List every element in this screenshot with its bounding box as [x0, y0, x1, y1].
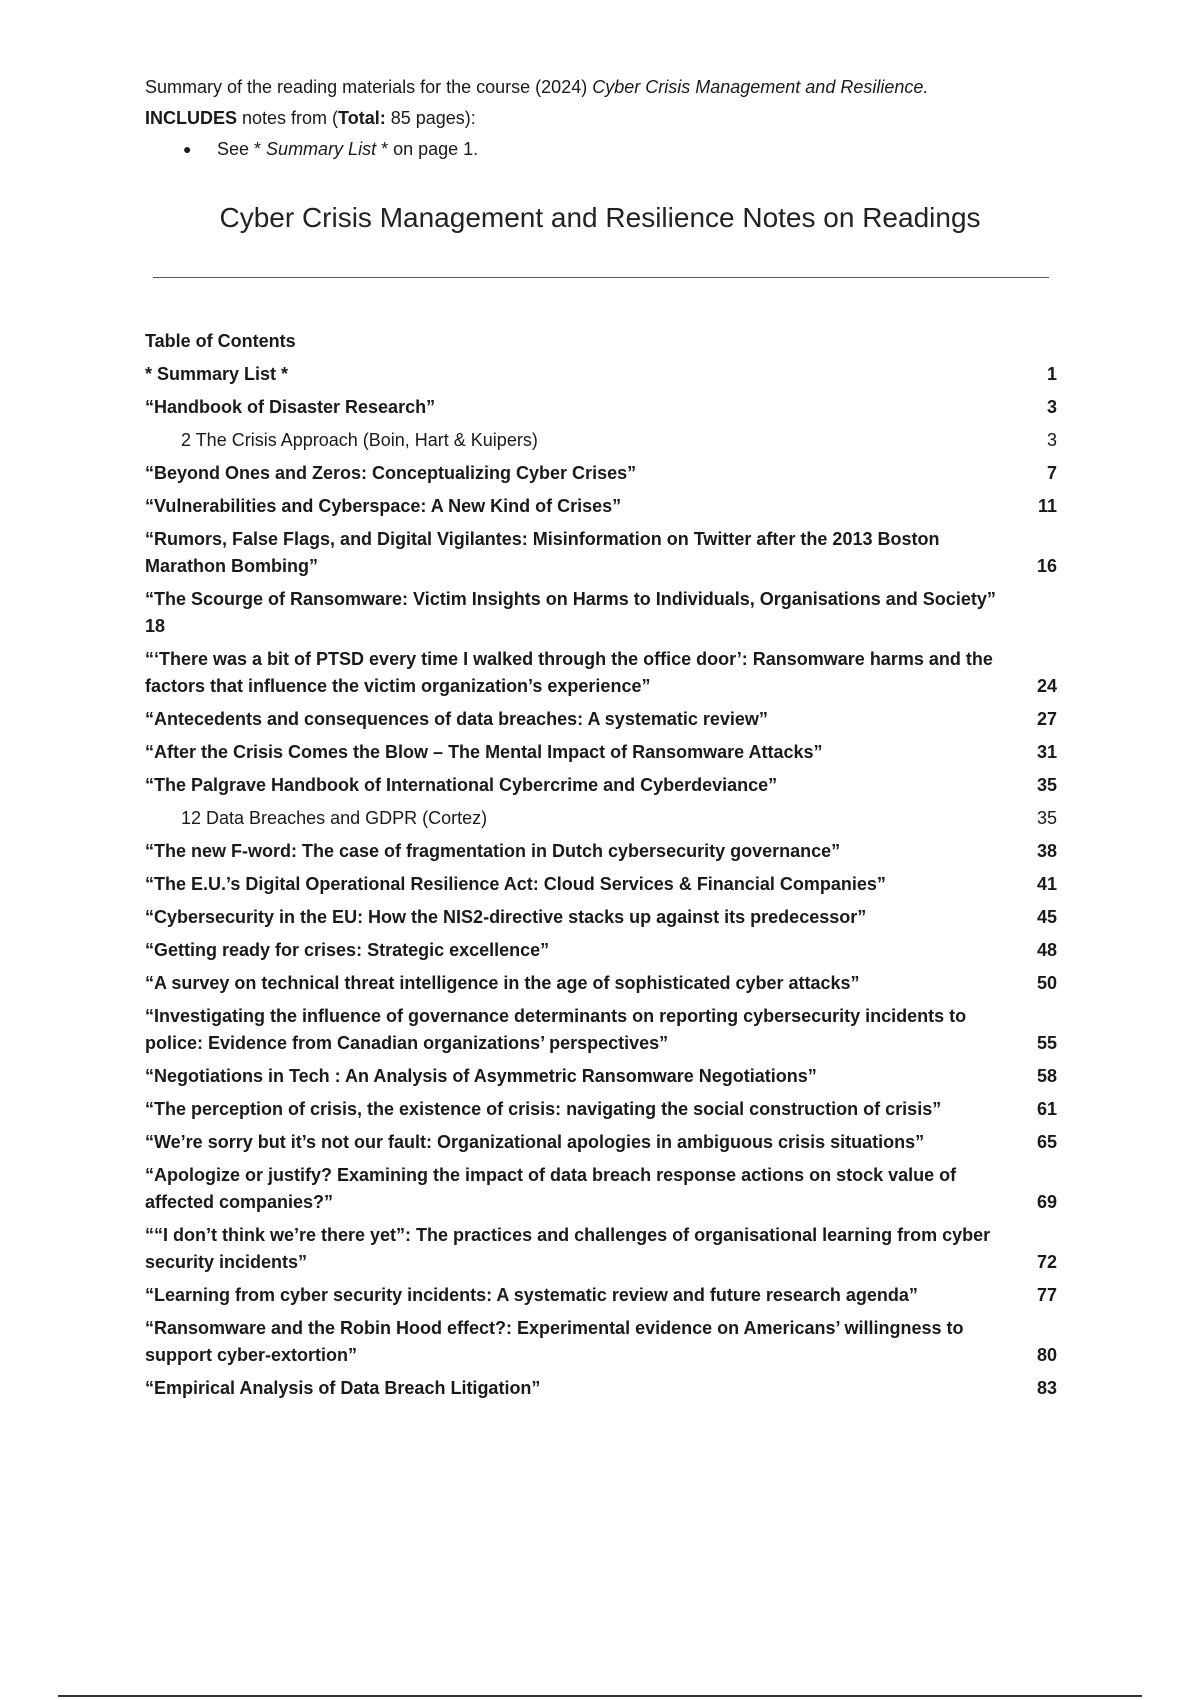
toc-entry-page: 27: [1036, 709, 1057, 729]
toc-entry[interactable]: [145, 739, 1057, 772]
toc-entry-page: 41: [1036, 874, 1057, 894]
toc-entry-title: “The Scourge of Ransomware: Victim Insights on Harms to Individuals, Organisations and Society”: [145, 589, 996, 609]
toc-entry-page: 31: [1036, 742, 1057, 762]
bullet-suffix: * on page 1.: [376, 139, 479, 159]
includes-mid: notes from (: [237, 108, 339, 128]
toc-entry[interactable]: [145, 871, 1057, 904]
bullet-prefix: See *: [217, 139, 267, 159]
toc-entry[interactable]: [145, 904, 1057, 937]
toc-entry-title: “We’re sorry but it’s not our fault: Organizational apologies in ambiguous crisis situations”: [145, 1132, 925, 1152]
toc-entry-title: “Beyond Ones and Zeros: Conceptualizing Cyber Crises”: [145, 463, 637, 483]
toc-entry[interactable]: [145, 805, 1057, 838]
toc-entry-page: 3: [1046, 397, 1057, 417]
toc-entry-page: 58: [1036, 1066, 1057, 1086]
toc-entry[interactable]: [145, 460, 1057, 493]
bullet-icon: ●: [183, 141, 192, 157]
toc-entry-title: “The new F-word: The case of fragmentation in Dutch cybersecurity governance”: [145, 841, 841, 861]
toc-entry-page: 48: [1036, 940, 1057, 960]
includes-label: INCLUDES: [145, 108, 238, 128]
toc-entry[interactable]: [145, 1096, 1057, 1129]
toc-entry[interactable]: [145, 1162, 1057, 1222]
toc-list: [145, 361, 1057, 1408]
toc-entry-page: 35: [1036, 808, 1057, 828]
toc-entry-page: 65: [1036, 1132, 1057, 1152]
toc-entry-title: “Negotiations in Tech : An Analysis of Asymmetric Ransomware Negotiations”: [145, 1066, 817, 1086]
toc-entry-title: “Apologize or justify? Examining the impact of data breach response actions on stock value of affected companies?”: [145, 1165, 957, 1212]
toc-entry-title: “Vulnerabilities and Cyberspace: A New Kind of Crises”: [145, 496, 622, 516]
toc-entry-page: 11: [1037, 496, 1057, 516]
toc-entry[interactable]: [145, 493, 1057, 526]
toc-entry-page: 3: [1046, 430, 1057, 450]
toc-entry-page: 50: [1036, 973, 1057, 993]
toc-entry[interactable]: [145, 586, 1057, 646]
toc-entry-title: “After the Crisis Comes the Blow – The Mental Impact of Ransomware Attacks”: [145, 742, 823, 762]
total-label: Total:: [338, 108, 386, 128]
intro-course-line: [145, 72, 1085, 103]
toc-entry-title: “A survey on technical threat intelligence in the age of sophisticated cyber attacks”: [145, 973, 860, 993]
toc-entry-title: “Investigating the influence of governance determinants on reporting cybersecurity incidents to police: Evidence from Canadian organizations’ perspectives”: [145, 1006, 967, 1053]
toc-entry[interactable]: [145, 1003, 1057, 1063]
toc-entry-page: 77: [1036, 1285, 1057, 1305]
toc-entry-title: “‘There was a bit of PTSD every time I walked through the office door’: Ransomware harms and the factors that influence the victim organization’s experience”: [145, 649, 993, 696]
toc-entry[interactable]: [145, 1129, 1057, 1162]
intro-includes-line: [145, 103, 1085, 134]
toc-entry[interactable]: [145, 970, 1057, 1003]
toc-entry-title: “Handbook of Disaster Research”: [145, 397, 436, 417]
course-name: Cyber Crisis Management and Resilience.: [592, 77, 929, 97]
toc-entry[interactable]: [145, 394, 1057, 427]
toc-entry-title: 2 The Crisis Approach (Boin, Hart & Kuipers): [181, 430, 538, 450]
toc-entry-page: 61: [1036, 1099, 1057, 1119]
toc-entry-title: “Ransomware and the Robin Hood effect?: Experimental evidence on Americans’ willingness to support cyber‑extortion”: [145, 1318, 964, 1365]
toc-entry[interactable]: [145, 1375, 1057, 1408]
toc-entry-page: 45: [1036, 907, 1057, 927]
toc-entry-page: 7: [1046, 463, 1057, 483]
toc-entry-page: 80: [1036, 1345, 1057, 1365]
toc-entry-page: 24: [1036, 676, 1057, 696]
toc-entry-page: 35: [1036, 775, 1057, 795]
toc-entry-page: 16: [1036, 556, 1057, 576]
toc-entry[interactable]: [145, 937, 1057, 970]
total-value: 85 pages):: [385, 108, 476, 128]
toc-entry[interactable]: [145, 1315, 1057, 1375]
toc-entry-title: “Rumors, False Flags, and Digital Vigilantes: Misinformation on Twitter after the 2013 Boston Marathon Bombing”: [145, 529, 940, 576]
toc-entry-page: 72: [1036, 1252, 1057, 1272]
toc-entry-title: “Getting ready for crises: Strategic excellence”: [145, 940, 550, 960]
toc-entry-title: “Learning from cyber security incidents: A systematic review and future research agenda”: [145, 1285, 918, 1305]
toc-entry-title: * Summary List *: [145, 364, 289, 384]
toc-entry[interactable]: [145, 1222, 1057, 1282]
toc-entry-title: “The perception of crisis, the existence of crisis: navigating the social construction of crisis”: [145, 1099, 942, 1119]
toc-entry-title: “Antecedents and consequences of data breaches: A systematic review”: [145, 709, 768, 729]
toc-entry-title: ““I don’t think we’re there yet”: The practices and challenges of organisational learning from cyber security incidents”: [145, 1225, 991, 1272]
toc-entry-page: 55: [1036, 1033, 1057, 1053]
document-title: Cyber Crisis Management and Resilience Notes on Readings: [219, 202, 981, 233]
toc-entry[interactable]: [145, 706, 1057, 739]
summary-list-ref: Summary List: [266, 139, 377, 159]
toc-heading: Table of Contents: [145, 331, 296, 351]
toc-entry-title: “The E.U.’s Digital Operational Resilience Act: Cloud Services & Financial Companies”: [145, 874, 886, 894]
toc-entry[interactable]: [145, 427, 1057, 460]
toc-entry[interactable]: [145, 772, 1057, 805]
toc-entry-title: “The Palgrave Handbook of International Cybercrime and Cyberdeviance”: [145, 775, 778, 795]
toc-entry[interactable]: [145, 646, 1057, 706]
table-of-contents: [145, 328, 1057, 1408]
footer-divider: [58, 1695, 1142, 1697]
toc-entry-page: 69: [1036, 1192, 1057, 1212]
toc-entry[interactable]: [145, 361, 1057, 394]
toc-entry[interactable]: [145, 838, 1057, 871]
toc-entry-page: 38: [1036, 841, 1057, 861]
toc-entry-title: “Cybersecurity in the EU: How the NIS2-directive stacks up against its predecessor”: [145, 907, 867, 927]
toc-entry-page: 1: [1046, 364, 1057, 384]
toc-entry[interactable]: [145, 526, 1057, 586]
intro-bullet-list: [145, 134, 1085, 165]
toc-entry[interactable]: [145, 1063, 1057, 1096]
toc-entry[interactable]: [145, 1282, 1057, 1315]
toc-entry-page: 83: [1036, 1378, 1057, 1398]
intro-prefix: Summary of the reading materials for the course (2024): [145, 77, 593, 97]
toc-entry-title: “Empirical Analysis of Data Breach Litigation”: [145, 1378, 541, 1398]
toc-entry-title: 12 Data Breaches and GDPR (Cortez): [181, 808, 488, 828]
toc-entry-page: 18: [145, 616, 166, 636]
title-divider: [153, 277, 1049, 278]
intro-block: [145, 72, 1085, 165]
intro-bullet-item: [145, 134, 1085, 165]
